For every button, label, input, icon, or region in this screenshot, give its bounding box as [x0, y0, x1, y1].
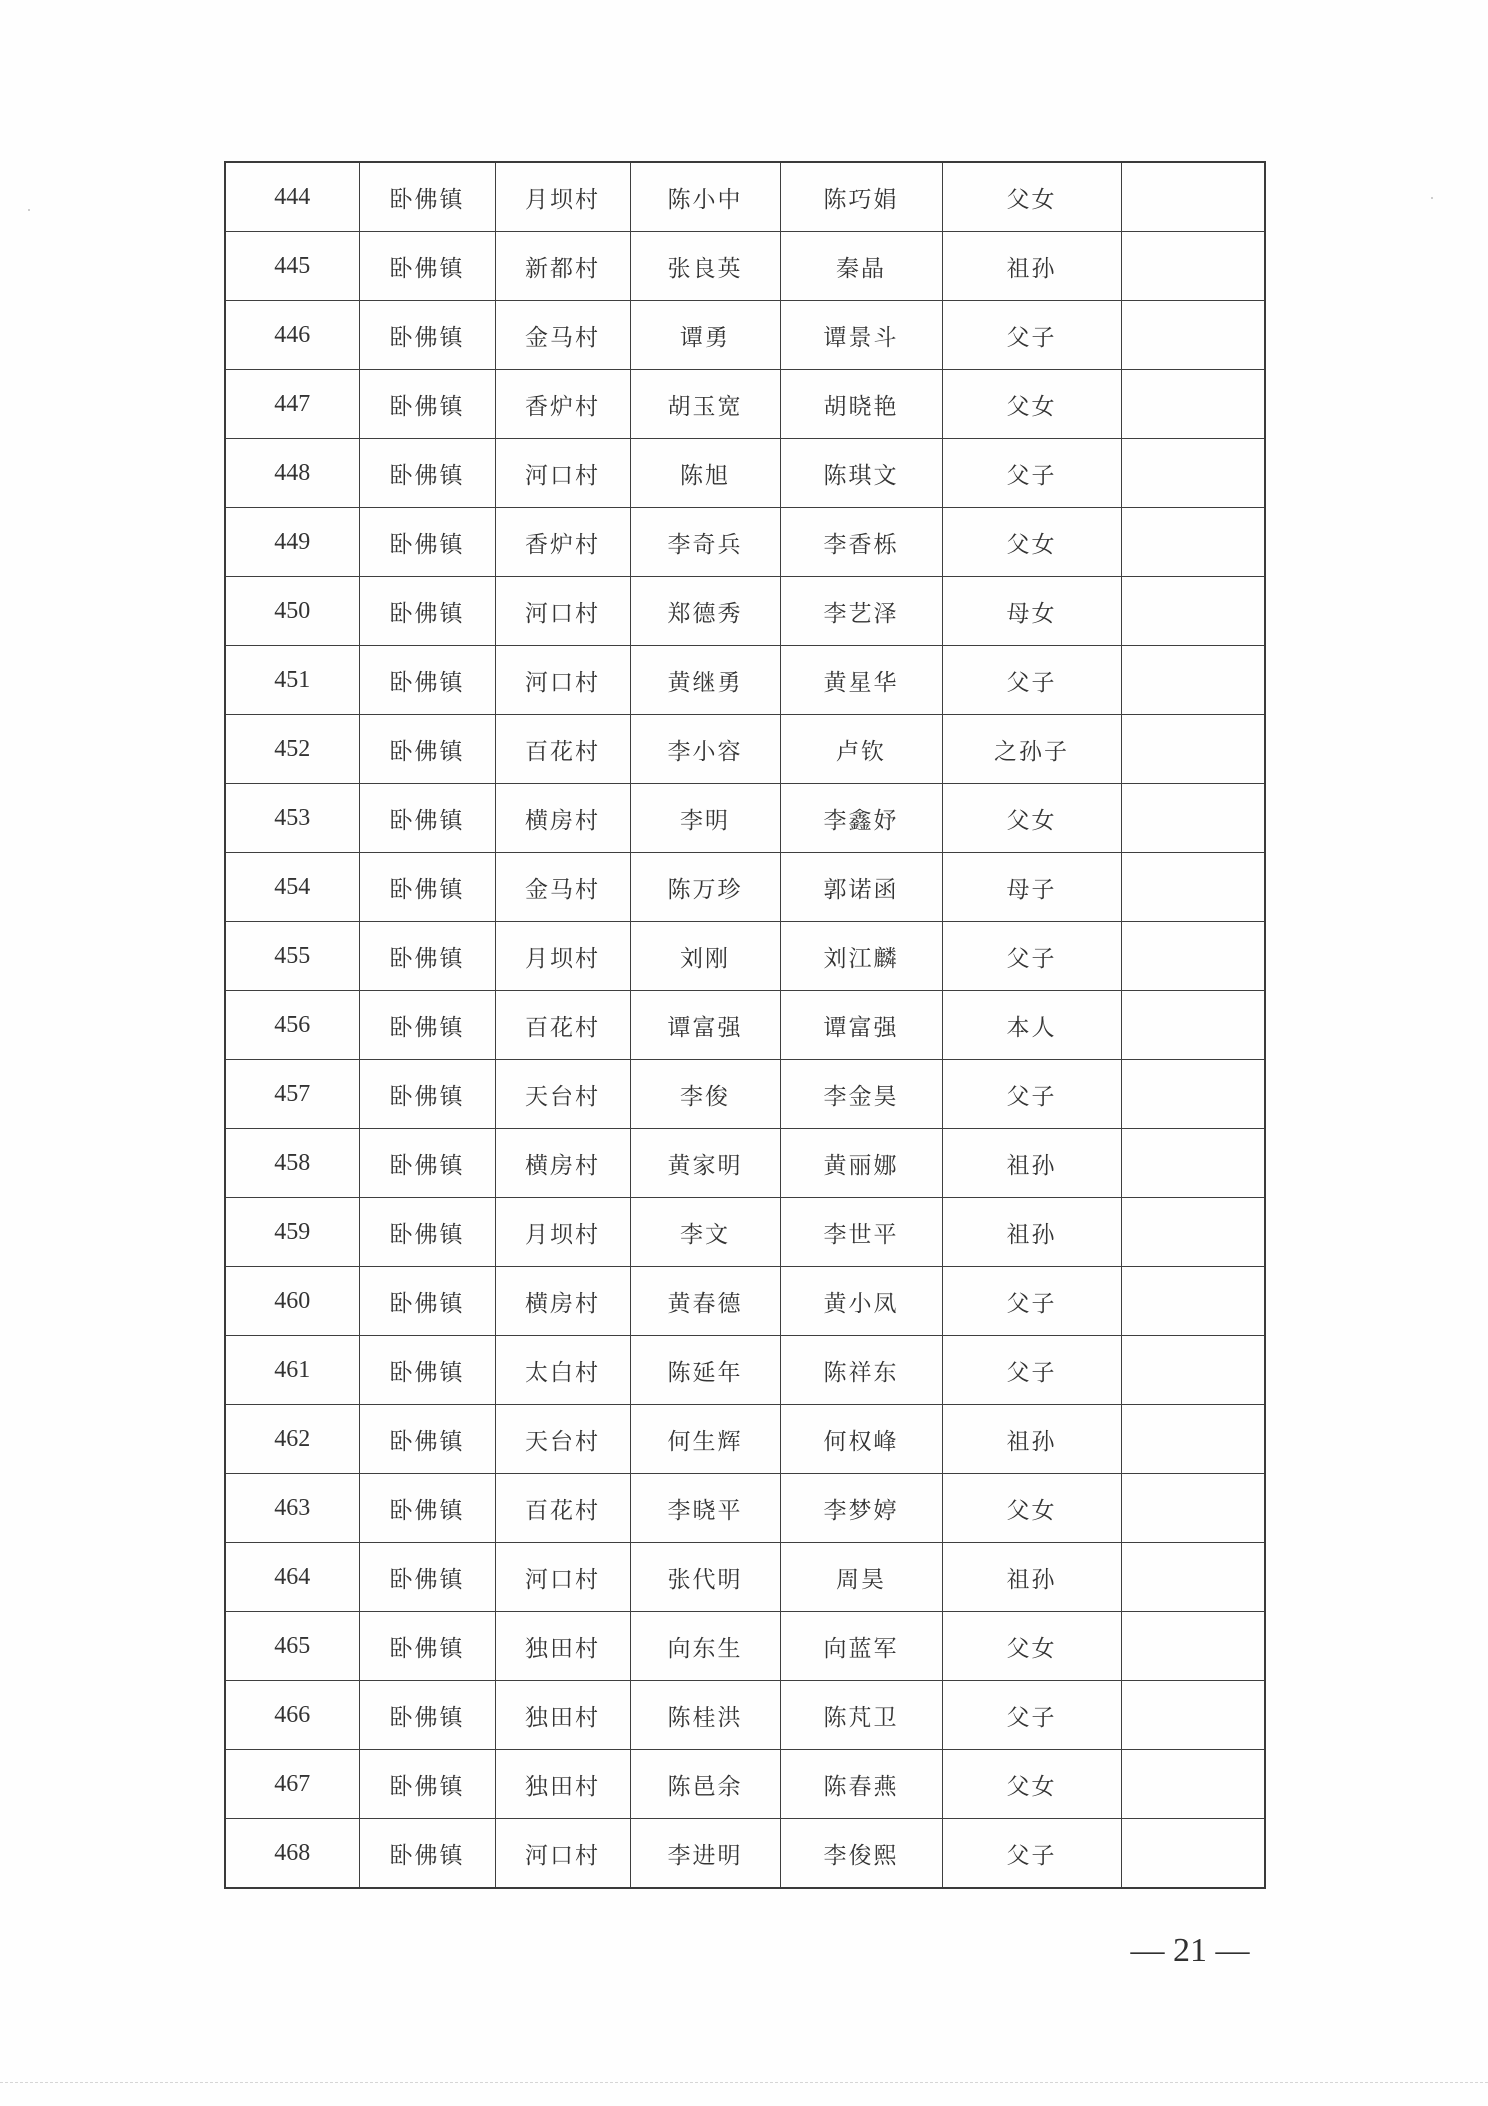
- cell-name: 陈延年: [630, 1336, 780, 1405]
- table-row: [225, 301, 1265, 370]
- cell-village: 金马村: [495, 853, 630, 922]
- cell-remarks: [1121, 162, 1265, 232]
- cell-relationship: 祖孙: [942, 1543, 1121, 1612]
- cell-family-member: 李艺泽: [780, 577, 942, 646]
- cell-town: 卧佛镇: [359, 301, 495, 370]
- cell-serial-number: 465: [225, 1612, 359, 1681]
- cell-town: 卧佛镇: [359, 715, 495, 784]
- cell-name: 黄继勇: [630, 646, 780, 715]
- cell-name: 黄家明: [630, 1129, 780, 1198]
- cell-village: 河口村: [495, 439, 630, 508]
- cell-serial-number: 450: [225, 577, 359, 646]
- cell-family-member: 陈祥东: [780, 1336, 942, 1405]
- cell-remarks: [1121, 1612, 1265, 1681]
- table-row: [225, 784, 1265, 853]
- cell-village: 河口村: [495, 1543, 630, 1612]
- cell-name: 张代明: [630, 1543, 780, 1612]
- table-row: [225, 1543, 1265, 1612]
- cell-remarks: [1121, 1474, 1265, 1543]
- cell-name: 陈万珍: [630, 853, 780, 922]
- cell-serial-number: 459: [225, 1198, 359, 1267]
- cell-relationship: 父子: [942, 1819, 1121, 1889]
- cell-village: 天台村: [495, 1405, 630, 1474]
- cell-relationship: 母子: [942, 853, 1121, 922]
- cell-town: 卧佛镇: [359, 784, 495, 853]
- cell-village: 月坝村: [495, 922, 630, 991]
- cell-town: 卧佛镇: [359, 232, 495, 301]
- cell-name: 何生辉: [630, 1405, 780, 1474]
- cell-name: 李晓平: [630, 1474, 780, 1543]
- table-row: [225, 1612, 1265, 1681]
- cell-name: 李明: [630, 784, 780, 853]
- cell-serial-number: 468: [225, 1819, 359, 1889]
- cell-family-member: 何权峰: [780, 1405, 942, 1474]
- cell-relationship: 父子: [942, 301, 1121, 370]
- table-row: [225, 715, 1265, 784]
- cell-serial-number: 464: [225, 1543, 359, 1612]
- cell-relationship: 祖孙: [942, 232, 1121, 301]
- table-row: [225, 508, 1265, 577]
- cell-remarks: [1121, 1060, 1265, 1129]
- cell-remarks: [1121, 577, 1265, 646]
- cell-village: 金马村: [495, 301, 630, 370]
- cell-name: 李文: [630, 1198, 780, 1267]
- cell-remarks: [1121, 1129, 1265, 1198]
- cell-family-member: 秦晶: [780, 232, 942, 301]
- cell-village: 太白村: [495, 1336, 630, 1405]
- cell-town: 卧佛镇: [359, 1405, 495, 1474]
- table-body: [225, 162, 1265, 1888]
- cell-name: 李小容: [630, 715, 780, 784]
- cell-family-member: 谭景斗: [780, 301, 942, 370]
- cell-relationship: 父女: [942, 1750, 1121, 1819]
- cell-remarks: [1121, 370, 1265, 439]
- cell-remarks: [1121, 922, 1265, 991]
- cell-relationship: 父子: [942, 1267, 1121, 1336]
- cell-village: 横房村: [495, 1267, 630, 1336]
- table-row: [225, 853, 1265, 922]
- cell-village: 天台村: [495, 1060, 630, 1129]
- scan-speck: [28, 209, 30, 211]
- cell-town: 卧佛镇: [359, 922, 495, 991]
- cell-serial-number: 454: [225, 853, 359, 922]
- cell-serial-number: 467: [225, 1750, 359, 1819]
- cell-village: 香炉村: [495, 508, 630, 577]
- cell-town: 卧佛镇: [359, 1336, 495, 1405]
- cell-village: 独田村: [495, 1750, 630, 1819]
- cell-town: 卧佛镇: [359, 439, 495, 508]
- cell-name: 李俊: [630, 1060, 780, 1129]
- cell-serial-number: 456: [225, 991, 359, 1060]
- cell-name: 陈旭: [630, 439, 780, 508]
- table-row: [225, 439, 1265, 508]
- cell-name: 向东生: [630, 1612, 780, 1681]
- cell-remarks: [1121, 1336, 1265, 1405]
- cell-family-member: 黄小凤: [780, 1267, 942, 1336]
- cell-remarks: [1121, 1405, 1265, 1474]
- cell-remarks: [1121, 508, 1265, 577]
- cell-relationship: 父女: [942, 1474, 1121, 1543]
- cell-remarks: [1121, 991, 1265, 1060]
- cell-village: 月坝村: [495, 162, 630, 232]
- cell-remarks: [1121, 1819, 1265, 1889]
- cell-town: 卧佛镇: [359, 1543, 495, 1612]
- cell-name: 刘刚: [630, 922, 780, 991]
- cell-family-member: 李鑫妤: [780, 784, 942, 853]
- table-row: [225, 162, 1265, 232]
- table-row: [225, 1405, 1265, 1474]
- cell-family-member: 胡晓艳: [780, 370, 942, 439]
- cell-town: 卧佛镇: [359, 1267, 495, 1336]
- table-row: [225, 1750, 1265, 1819]
- cell-remarks: [1121, 439, 1265, 508]
- cell-name: 黄春德: [630, 1267, 780, 1336]
- table-row: [225, 1681, 1265, 1750]
- table-row: [225, 922, 1265, 991]
- cell-family-member: 黄丽娜: [780, 1129, 942, 1198]
- cell-town: 卧佛镇: [359, 577, 495, 646]
- cell-remarks: [1121, 1543, 1265, 1612]
- cell-family-member: 黄星华: [780, 646, 942, 715]
- cell-remarks: [1121, 1267, 1265, 1336]
- cell-village: 百花村: [495, 1474, 630, 1543]
- cell-village: 河口村: [495, 646, 630, 715]
- cell-town: 卧佛镇: [359, 1612, 495, 1681]
- cell-serial-number: 447: [225, 370, 359, 439]
- cell-village: 独田村: [495, 1612, 630, 1681]
- cell-village: 百花村: [495, 991, 630, 1060]
- cell-relationship: 父女: [942, 784, 1121, 853]
- table-row: [225, 1060, 1265, 1129]
- cell-family-member: 陈芃卫: [780, 1681, 942, 1750]
- table-row: [225, 1819, 1265, 1889]
- cell-town: 卧佛镇: [359, 646, 495, 715]
- cell-village: 横房村: [495, 1129, 630, 1198]
- cell-family-member: 李俊熙: [780, 1819, 942, 1889]
- cell-relationship: 父女: [942, 162, 1121, 232]
- cell-relationship: 祖孙: [942, 1198, 1121, 1267]
- cell-name: 李奇兵: [630, 508, 780, 577]
- cell-name: 郑德秀: [630, 577, 780, 646]
- cell-serial-number: 451: [225, 646, 359, 715]
- cell-serial-number: 458: [225, 1129, 359, 1198]
- cell-serial-number: 449: [225, 508, 359, 577]
- cell-family-member: 周昊: [780, 1543, 942, 1612]
- cell-remarks: [1121, 784, 1265, 853]
- table-row: [225, 370, 1265, 439]
- cell-village: 香炉村: [495, 370, 630, 439]
- cell-town: 卧佛镇: [359, 1129, 495, 1198]
- cell-name: 张良英: [630, 232, 780, 301]
- cell-family-member: 向蓝军: [780, 1612, 942, 1681]
- cell-family-member: 陈巧娟: [780, 162, 942, 232]
- cell-name: 谭富强: [630, 991, 780, 1060]
- cell-family-member: 李香栎: [780, 508, 942, 577]
- cell-relationship: 母女: [942, 577, 1121, 646]
- cell-remarks: [1121, 232, 1265, 301]
- roster-table: [224, 161, 1266, 1889]
- cell-serial-number: 463: [225, 1474, 359, 1543]
- cell-town: 卧佛镇: [359, 991, 495, 1060]
- cell-relationship: 父子: [942, 1681, 1121, 1750]
- cell-remarks: [1121, 1750, 1265, 1819]
- cell-town: 卧佛镇: [359, 1198, 495, 1267]
- cell-remarks: [1121, 1198, 1265, 1267]
- page-bottom-edge: [0, 2082, 1488, 2083]
- cell-town: 卧佛镇: [359, 508, 495, 577]
- table-row: [225, 1129, 1265, 1198]
- cell-village: 横房村: [495, 784, 630, 853]
- cell-serial-number: 462: [225, 1405, 359, 1474]
- cell-town: 卧佛镇: [359, 1474, 495, 1543]
- cell-relationship: 父女: [942, 508, 1121, 577]
- cell-village: 独田村: [495, 1681, 630, 1750]
- cell-family-member: 李梦婷: [780, 1474, 942, 1543]
- cell-relationship: 父女: [942, 1612, 1121, 1681]
- cell-remarks: [1121, 646, 1265, 715]
- table-row: [225, 1474, 1265, 1543]
- cell-relationship: 父子: [942, 1336, 1121, 1405]
- cell-serial-number: 460: [225, 1267, 359, 1336]
- cell-serial-number: 452: [225, 715, 359, 784]
- cell-serial-number: 466: [225, 1681, 359, 1750]
- cell-town: 卧佛镇: [359, 1750, 495, 1819]
- cell-serial-number: 457: [225, 1060, 359, 1129]
- cell-town: 卧佛镇: [359, 162, 495, 232]
- cell-village: 河口村: [495, 1819, 630, 1889]
- scan-speck: [1431, 197, 1433, 199]
- cell-family-member: 李世平: [780, 1198, 942, 1267]
- cell-serial-number: 448: [225, 439, 359, 508]
- cell-serial-number: 461: [225, 1336, 359, 1405]
- cell-town: 卧佛镇: [359, 1819, 495, 1889]
- cell-relationship: 本人: [942, 991, 1121, 1060]
- cell-name: 谭勇: [630, 301, 780, 370]
- cell-relationship: 之孙子: [942, 715, 1121, 784]
- table-row: [225, 577, 1265, 646]
- cell-village: 新都村: [495, 232, 630, 301]
- cell-serial-number: 446: [225, 301, 359, 370]
- cell-serial-number: 444: [225, 162, 359, 232]
- table-row: [225, 1267, 1265, 1336]
- cell-family-member: 陈春燕: [780, 1750, 942, 1819]
- cell-family-member: 郭诺函: [780, 853, 942, 922]
- cell-name: 胡玉宽: [630, 370, 780, 439]
- cell-relationship: 父子: [942, 1060, 1121, 1129]
- cell-relationship: 父子: [942, 439, 1121, 508]
- table-row: [225, 991, 1265, 1060]
- cell-family-member: 谭富强: [780, 991, 942, 1060]
- cell-town: 卧佛镇: [359, 1060, 495, 1129]
- cell-name: 陈桂洪: [630, 1681, 780, 1750]
- cell-remarks: [1121, 715, 1265, 784]
- cell-serial-number: 455: [225, 922, 359, 991]
- cell-name: 陈小中: [630, 162, 780, 232]
- cell-name: 陈邑余: [630, 1750, 780, 1819]
- cell-village: 百花村: [495, 715, 630, 784]
- cell-relationship: 父子: [942, 646, 1121, 715]
- table-row: [225, 646, 1265, 715]
- cell-family-member: 刘江麟: [780, 922, 942, 991]
- table-row: [225, 1336, 1265, 1405]
- cell-remarks: [1121, 1681, 1265, 1750]
- cell-serial-number: 453: [225, 784, 359, 853]
- cell-relationship: 祖孙: [942, 1129, 1121, 1198]
- cell-relationship: 祖孙: [942, 1405, 1121, 1474]
- cell-town: 卧佛镇: [359, 1681, 495, 1750]
- cell-name: 李进明: [630, 1819, 780, 1889]
- cell-village: 河口村: [495, 577, 630, 646]
- cell-family-member: 陈琪文: [780, 439, 942, 508]
- cell-family-member: 卢钦: [780, 715, 942, 784]
- page-number: — 21 —: [1130, 1932, 1250, 1969]
- cell-town: 卧佛镇: [359, 853, 495, 922]
- cell-village: 月坝村: [495, 1198, 630, 1267]
- table-row: [225, 232, 1265, 301]
- cell-family-member: 李金昊: [780, 1060, 942, 1129]
- cell-town: 卧佛镇: [359, 370, 495, 439]
- table-row: [225, 1198, 1265, 1267]
- cell-relationship: 父子: [942, 922, 1121, 991]
- cell-remarks: [1121, 853, 1265, 922]
- cell-relationship: 父女: [942, 370, 1121, 439]
- cell-serial-number: 445: [225, 232, 359, 301]
- cell-remarks: [1121, 301, 1265, 370]
